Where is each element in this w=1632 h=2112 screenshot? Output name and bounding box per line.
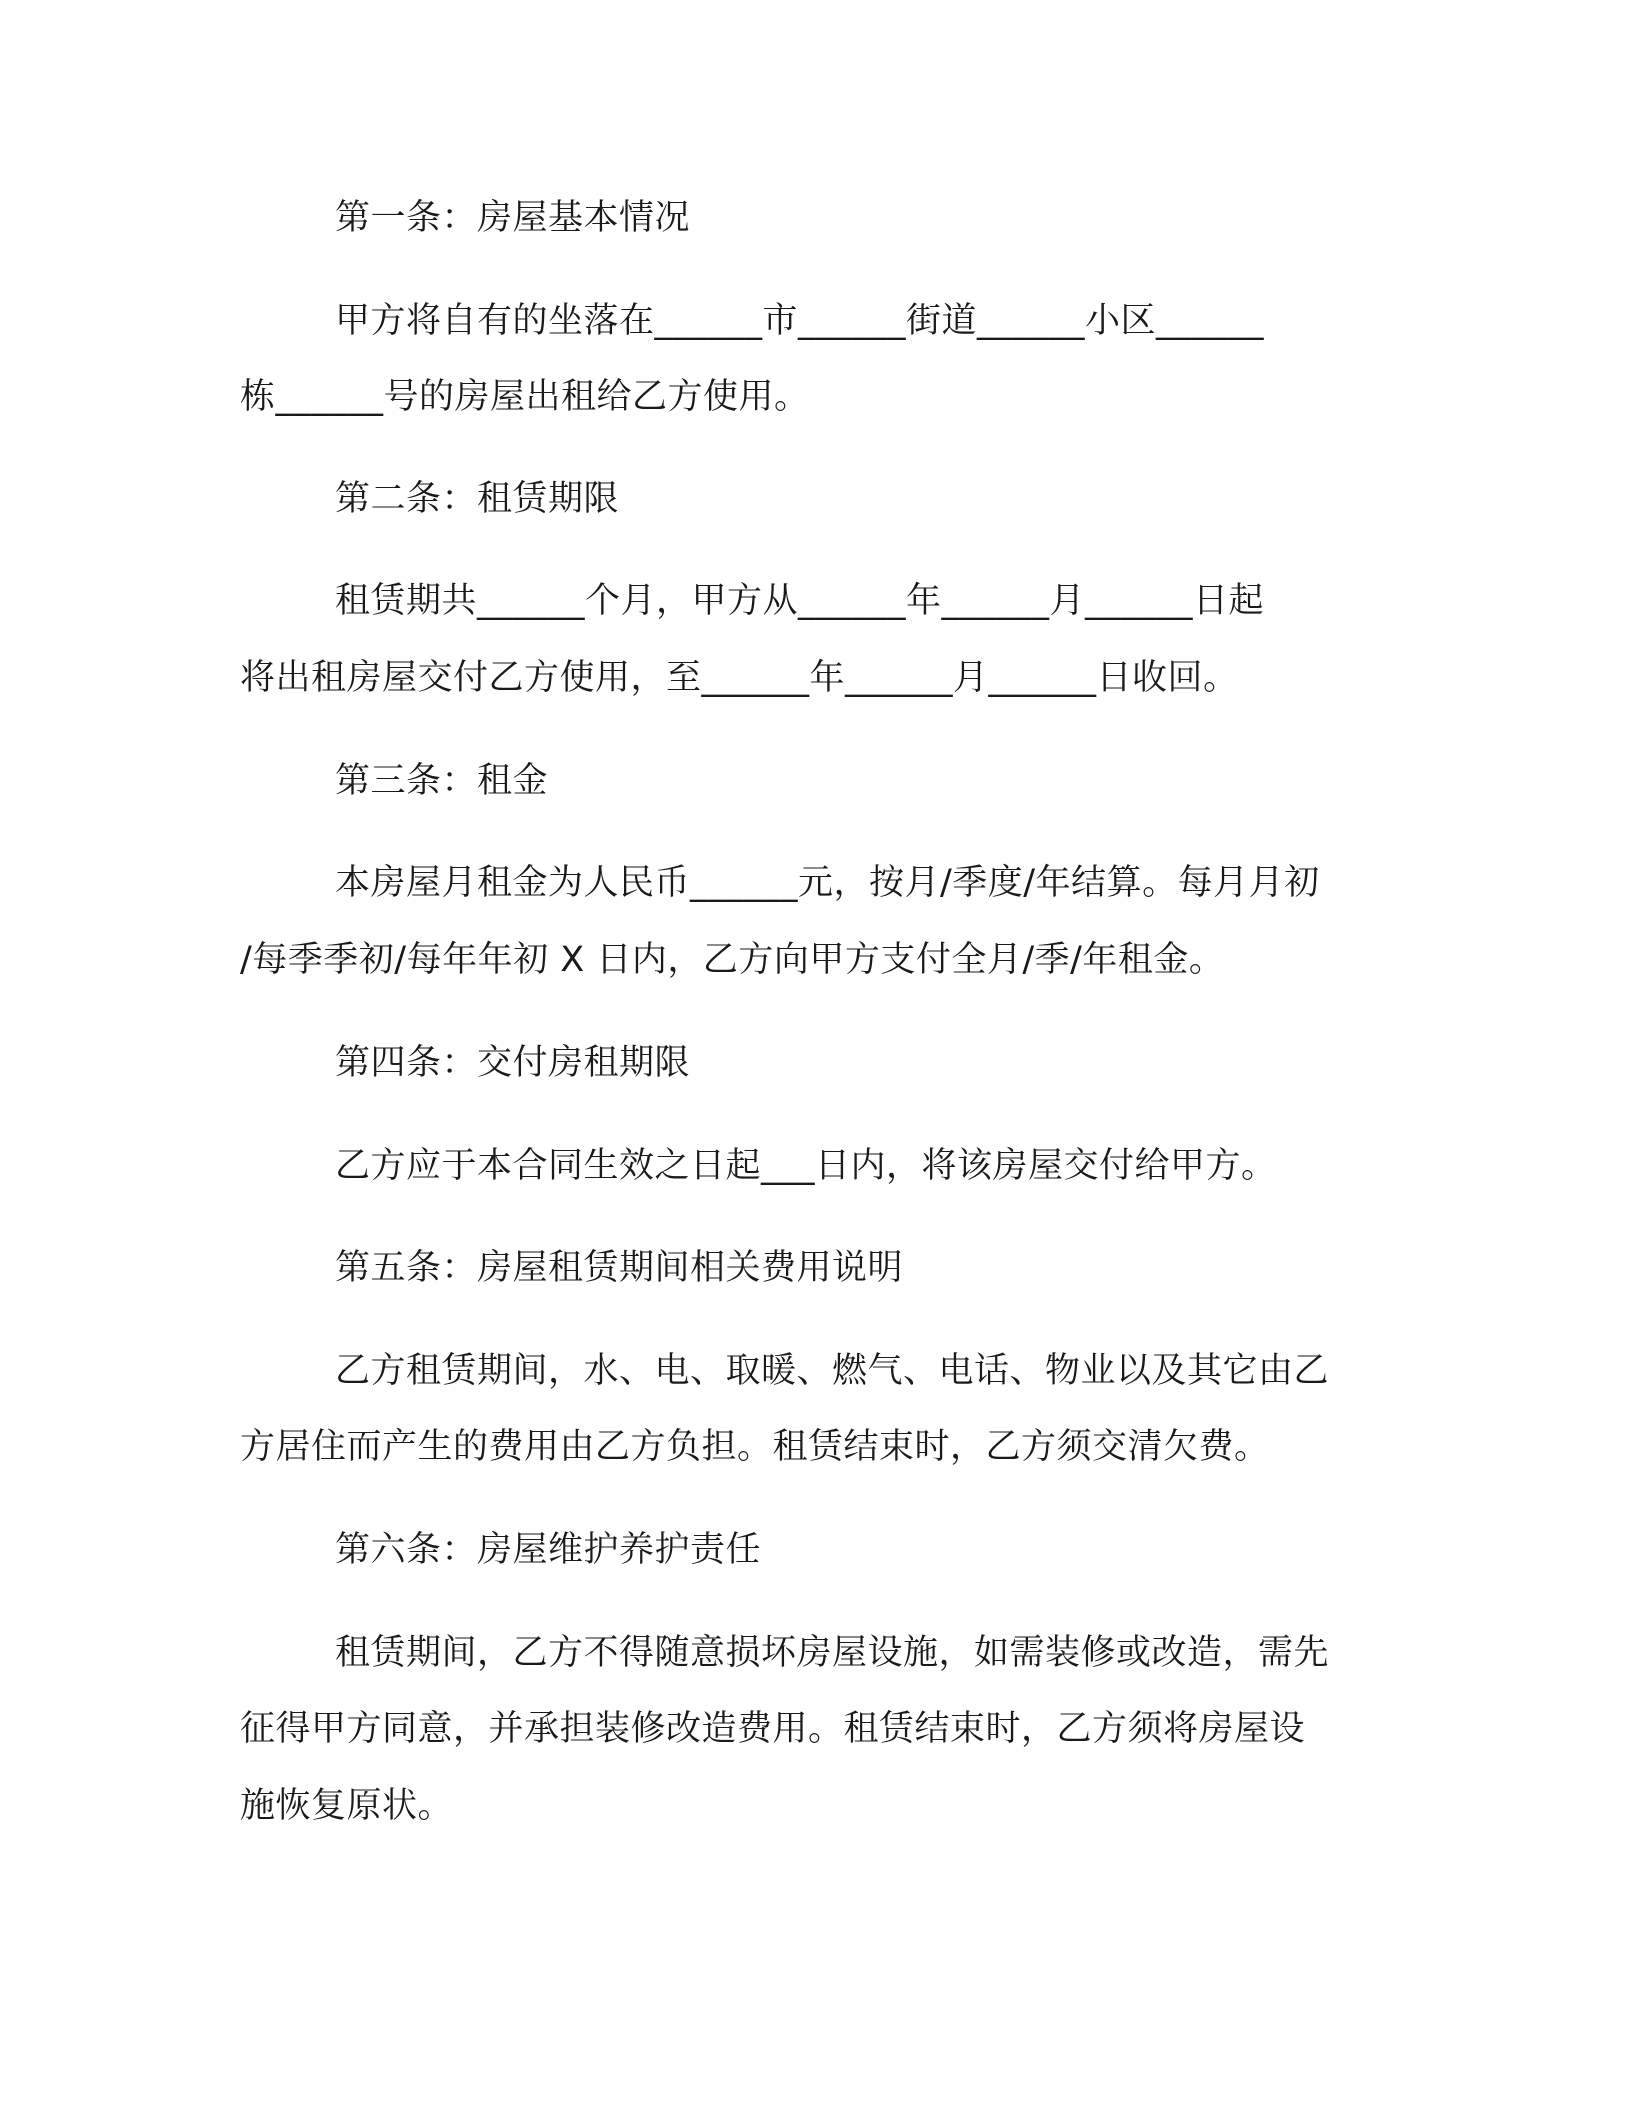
section-6-line-3: 施恢复原状。 bbox=[240, 1786, 454, 1826]
section-5-heading: 第五条：房屋租赁期间相关费用说明 bbox=[335, 1248, 904, 1288]
section-6-heading: 第六条：房屋维护养护责任 bbox=[335, 1530, 762, 1570]
section-2-line-2: 将出租房屋交付乙方使用，至______年______月______日收回。 bbox=[240, 658, 1239, 698]
section-6-line-1: 租赁期间，乙方不得随意损坏房屋设施，如需装修或改造，需先 bbox=[335, 1633, 1330, 1673]
section-3-line-2: /每季季初/每年年初 X 日内，乙方向甲方支付全月/季/年租金。 bbox=[240, 940, 1225, 980]
section-2-line-1: 租赁期共______个月，甲方从______年______月______日起 bbox=[335, 581, 1265, 621]
section-4-heading: 第四条：交付房租期限 bbox=[335, 1043, 691, 1083]
section-4-line-1: 乙方应于本合同生效之日起___日内，将该房屋交付给甲方。 bbox=[335, 1146, 1277, 1186]
section-3-heading: 第三条：租金 bbox=[335, 761, 549, 801]
section-6-line-2: 征得甲方同意，并承担装修改造费用。租赁结束时，乙方须将房屋设 bbox=[240, 1709, 1306, 1749]
section-5-line-2: 方居住而产生的费用由乙方负担。租赁结束时，乙方须交清欠费。 bbox=[240, 1427, 1270, 1467]
section-5-line-1: 乙方租赁期间，水、电、取暖、燃气、电话、物业以及其它由乙 bbox=[335, 1351, 1330, 1391]
section-3-line-1: 本房屋月租金为人民币______元，按月/季度/年结算。每月月初 bbox=[335, 863, 1320, 903]
section-1-heading: 第一条：房屋基本情况 bbox=[335, 198, 691, 238]
section-1-line-1: 甲方将自有的坐落在______市______街道______小区______ bbox=[335, 301, 1265, 341]
section-2-heading: 第二条：租赁期限 bbox=[335, 479, 620, 519]
section-1-line-2: 栋______号的房屋出租给乙方使用。 bbox=[240, 377, 810, 417]
